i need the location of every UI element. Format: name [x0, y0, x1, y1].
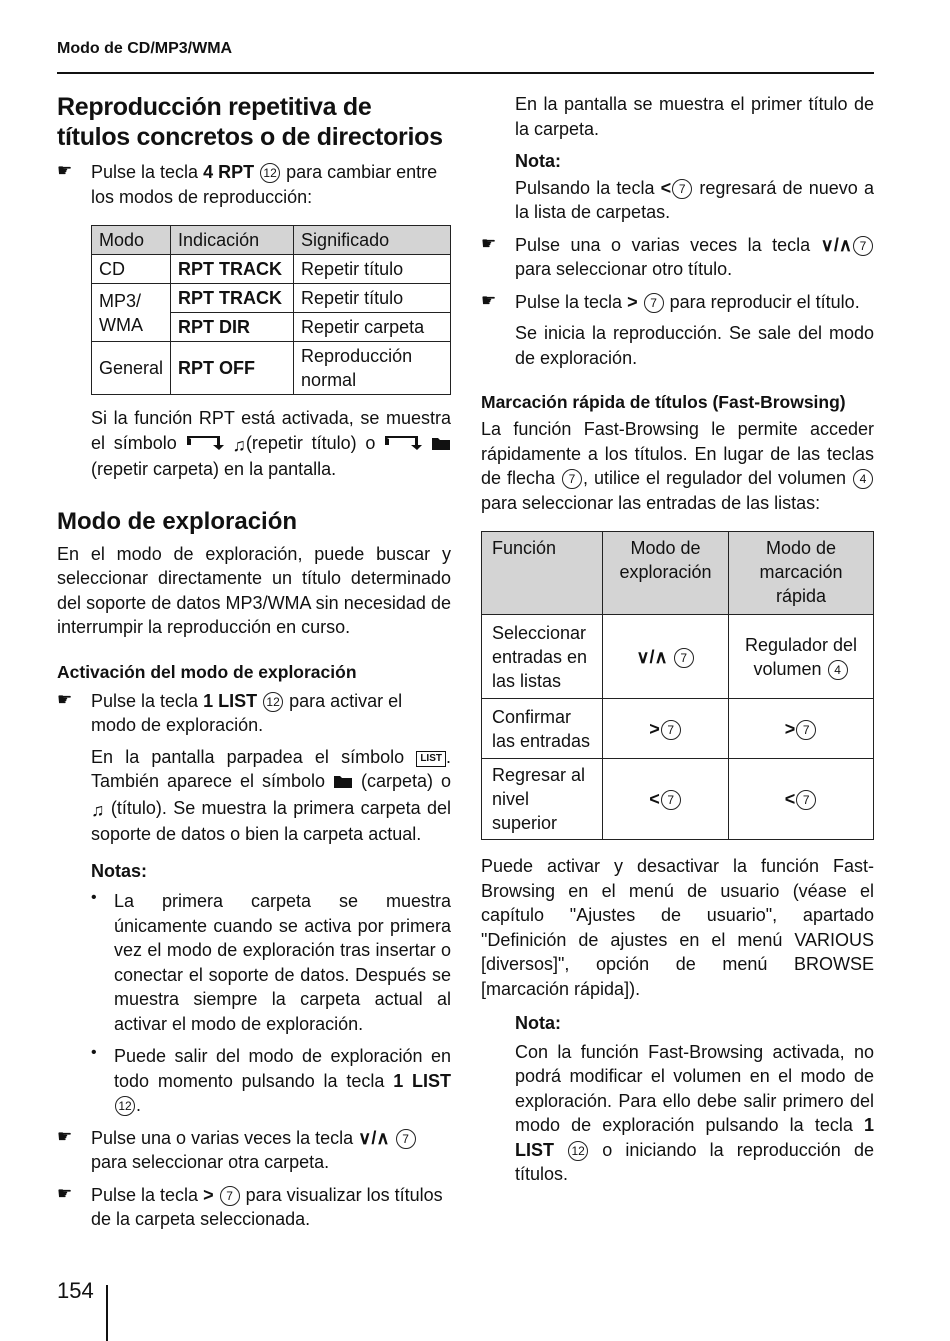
heading-fast-browsing: Marcación rápida de títulos (Fast-Browsing)	[481, 392, 846, 412]
note-item: • Puede salir del modo de exploración en todo momento pulsando la tecla 1 LIST 12 .	[91, 1044, 451, 1115]
pointing-hand-icon: ☛	[57, 689, 73, 709]
table-header: Indicación	[171, 226, 294, 255]
instruction-show-titles: ☛ Pulse la tecla > 7 para visualizar los títulos de la carpeta seleccionada.	[57, 1183, 443, 1229]
table-header: Modo de exploración	[603, 532, 729, 615]
table-cell: RPT DIR	[171, 313, 294, 342]
pointing-hand-icon: ☛	[481, 290, 497, 310]
blink-info: En la pantalla parpadea el símbolo LIST . También aparece el símbolo (carpeta) o ♫ (título). Se muestra la primera carpeta del soporte de datos o bien la carpeta actual.	[91, 746, 451, 844]
key-number-icon: 4	[828, 660, 848, 680]
key-number-icon: 7	[674, 648, 694, 668]
instruction-play-title: ☛ Pulse la tecla > 7 para reproducir el título.	[481, 290, 860, 312]
table-cell: Seleccionar entradas en las listas	[482, 615, 603, 699]
table-cell	[603, 699, 729, 759]
table-cell	[603, 759, 729, 840]
pointing-hand-icon: ☛	[481, 233, 497, 253]
key-number-icon: 12	[568, 1141, 588, 1161]
key-number-icon: 7	[661, 720, 681, 740]
key-number-icon: 12	[263, 692, 283, 712]
key-number-icon: 7	[796, 790, 816, 810]
table-cell: RPT TRACK	[171, 255, 294, 284]
table-cell: MP3/ WMA	[92, 284, 171, 342]
table-cell: RPT TRACK	[171, 284, 294, 313]
instruction-rpt: ☛ Pulse la tecla 4 RPT 12 para cambiar entre los modos de reproducción:	[57, 161, 438, 207]
table-cell: Regresar al nivel superior	[482, 759, 603, 840]
pointing-hand-icon: ☛	[57, 1183, 73, 1203]
fast-browsing-table	[481, 531, 874, 840]
key-number-icon: 7	[853, 236, 873, 256]
right-arrow-icon: >	[203, 1184, 214, 1205]
explore-intro: En el modo de exploración, puede buscar y seleccionar directamente un título determinado del soporte de datos MP3/WMA sin necesidad de interrumpir la reproducción en curso.	[57, 543, 451, 637]
table-cell	[729, 759, 874, 840]
repeat-icon	[186, 433, 224, 458]
key-number-icon: 4	[853, 469, 873, 489]
instruction-select-title: ☛ Pulse una o varias veces la tecla ∨/∧ 7 para seleccionar otro título.	[481, 233, 874, 282]
music-note-icon: ♫	[232, 434, 246, 455]
table-cell: CD	[92, 255, 171, 284]
instruction-select-folder: ☛ Pulse una o varias veces la tecla ∨/∧ 7 para seleccionar otra carpeta.	[57, 1126, 451, 1175]
folder-icon	[333, 771, 353, 796]
right-column	[481, 92, 874, 1187]
header-title: Modo de CD/MP3/WMA	[57, 40, 233, 57]
left-arrow-icon: <	[649, 789, 660, 809]
left-arrow-icon: <	[660, 177, 672, 198]
table-cell: RPT OFF	[171, 342, 294, 395]
key-number-icon: 7	[796, 720, 816, 740]
table-header: Modo de marcación rápida	[729, 532, 874, 615]
left-arrow-icon: <	[784, 789, 796, 809]
table-header: Función	[482, 532, 603, 615]
heading-activate: Activación del modo de exploración	[57, 661, 357, 682]
right-arrow-icon: >	[784, 718, 796, 739]
pointing-hand-icon: ☛	[57, 161, 73, 180]
right-arrow-icon: >	[627, 291, 638, 312]
heading-explore: Modo de exploración	[57, 507, 298, 535]
first-title-info: En la pantalla se muestra el primer título de la carpeta. Nota: Pulsando la tecla < 7 regresará de nuevo a la lista de carpetas.	[515, 94, 874, 222]
down-up-arrow-icon: ∨/∧	[358, 1127, 390, 1148]
key-number-icon: 7	[672, 179, 692, 199]
repeat-icon	[384, 433, 422, 458]
key-number-icon: 12	[115, 1096, 135, 1116]
repeat-mode-table	[91, 225, 451, 395]
folder-icon	[431, 433, 451, 458]
key-number-icon: 7	[644, 293, 664, 313]
table-header: Modo	[92, 226, 171, 255]
table-cell: Repetir título	[294, 255, 451, 284]
page-header	[57, 38, 874, 74]
note-label: Nota:	[515, 151, 561, 171]
instruction-list: ☛ Pulse la tecla 1 LIST 12 para activar el modo de exploración.	[57, 689, 403, 735]
start-info: Se inicia la reproducción. Se sale del modo de exploración.	[515, 323, 874, 368]
table-cell: Reproducción normal	[294, 342, 451, 395]
notes-label-wrap	[57, 859, 451, 884]
down-up-arrow-icon: ∨/∧	[820, 234, 852, 255]
note-item: • La primera carpeta se muestra únicamente cuando se activa por primera vez el modo de exploración tras insertar o conectar el soporte de datos. Después se muestra siempre la carpeta actual al activar el modo de exploración.	[91, 889, 451, 1034]
fast-browsing-intro: La función Fast-Browsing le permite acceder rápidamente a los títulos. En lugar de las teclas de flecha 7 , utilice el regulador del volumen 4 para seleccionar las entradas de las listas:	[481, 419, 874, 513]
volume-note: Nota: Con la función Fast-Browsing activada, no podrá modificar el volumen en el modo de exploración. Para ello debe salir primero del modo de exploración pulsando la tecla 1 LIST 12 o iniciando la reproducción de títulos.	[515, 1013, 874, 1184]
page-divider	[106, 1285, 108, 1341]
fast-browsing-toggle: Puede activar y desactivar la función Fast-Browsing en el menú de usuario (véase el capítulo "Ajustes de usuario", apartado "Definición de ajustes en el menú VARIOUS [diversos]", opción de menú BROWSE [marcación rápida]).	[481, 856, 874, 999]
page-number: 154	[57, 1278, 94, 1303]
table-cell: Regulador del volumen 4	[729, 615, 874, 699]
heading-repeat: Reproducción repetitiva de títulos concretos o de directorios	[57, 93, 443, 151]
table-cell: General	[92, 342, 171, 395]
table-cell	[729, 699, 874, 759]
music-note-icon: ♫	[91, 799, 105, 820]
left-column	[57, 92, 451, 1232]
table-cell	[603, 615, 729, 699]
note-label: Nota:	[515, 1013, 561, 1033]
right-arrow-icon: >	[649, 718, 660, 739]
key-number-icon: 7	[220, 1186, 240, 1206]
notes-label: Notas:	[91, 860, 148, 881]
rpt-note: Si la función RPT está activada, se muestra el símbolo ♫(repetir título) o (repetir carpeta) en la pantalla.	[91, 408, 451, 479]
key-number-icon: 7	[396, 1129, 416, 1149]
pointing-hand-icon: ☛	[57, 1126, 73, 1146]
table-cell: Repetir título	[294, 284, 451, 313]
table-cell: Confirmar las entradas	[482, 699, 603, 759]
table-header: Significado	[294, 226, 451, 255]
down-up-arrow-icon: ∨/∧	[636, 646, 668, 667]
key-number-icon: 7	[562, 469, 582, 489]
key-number-icon: 7	[661, 790, 681, 810]
table-cell: Repetir carpeta	[294, 313, 451, 342]
key-number-icon: 12	[260, 163, 280, 183]
list-symbol-icon: LIST	[416, 751, 446, 767]
